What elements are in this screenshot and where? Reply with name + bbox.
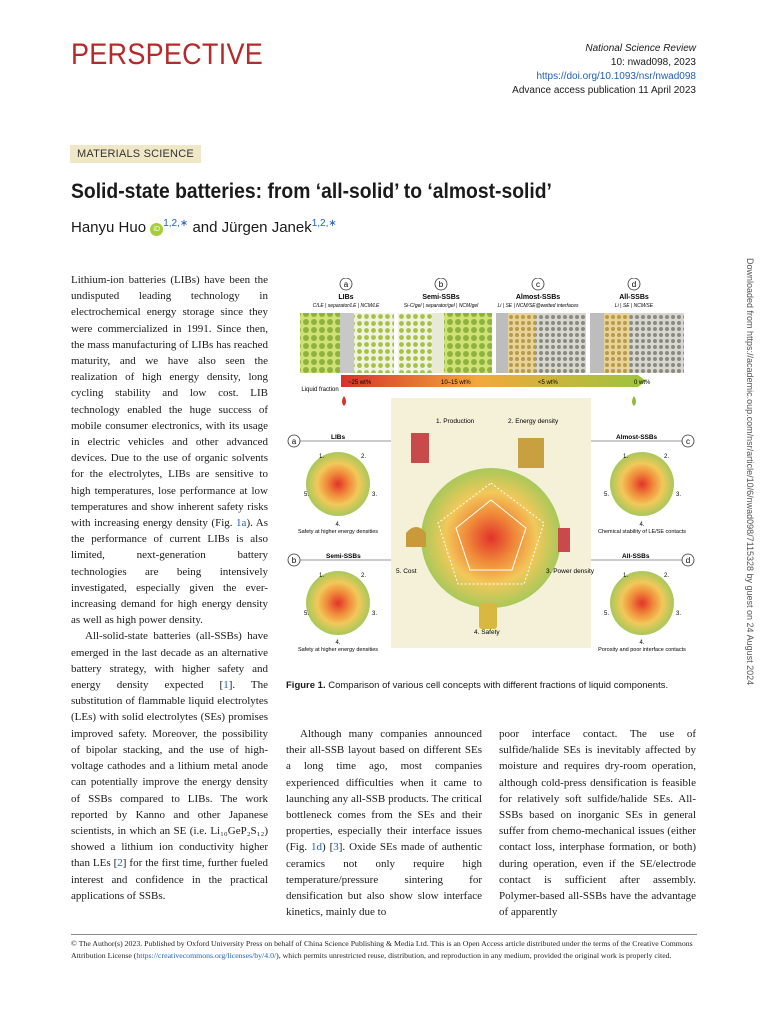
svg-text:5.: 5. [604,611,610,617]
factory-icon [411,433,429,463]
cell-name-d: All-SSBs [619,294,649,301]
doi-link[interactable]: https://doi.org/10.1093/nsr/nwad098 [536,71,696,82]
body-column-3 [499,726,696,920]
cell-headers [313,278,654,309]
fraction-c: <5 wt% [538,380,558,386]
author-2[interactable]: Jürgen Janek [221,219,312,236]
fraction-d: 0 wt% [634,380,651,386]
svg-text:Semi-SSBs: Semi-SSBs [326,553,361,560]
cell-letter-b: b [438,280,444,289]
svg-text:a: a [291,437,297,446]
svg-text:Almost-SSBs: Almost-SSBs [616,434,658,441]
svg-text:Safety at higher energy densit: Safety at higher energy densities [297,529,379,535]
journal-name: National Science Review [585,43,696,54]
svg-text:4.: 4. [639,522,645,528]
svg-text:Porosity and poor interface co: Porosity and poor interface contacts [598,647,686,653]
author-conjunction: and [188,219,222,236]
svg-text:Safety at higher energy densit: Safety at higher energy densities [297,647,379,653]
panel-libs [288,434,391,535]
svg-text:Chemical stability of LE/SE co: Chemical stability of LE/SE contacts [597,529,687,535]
svg-text:d: d [685,556,691,565]
figure-ref[interactable]: 1d [311,841,322,854]
author-1[interactable]: Hanyu Huo [71,219,147,236]
svg-text:2.: 2. [664,573,670,579]
center-label-5: 5. Cost [396,568,417,575]
cell-images [300,313,684,373]
battery-stack-icon [518,438,544,468]
svg-text:1.: 1. [623,573,629,579]
hourglass-icon [558,528,570,552]
svg-text:4.: 4. [335,522,341,528]
svg-text:4.: 4. [335,640,341,646]
svg-text:2.: 2. [361,454,367,460]
cell-letter-d: d [631,280,637,289]
citation-ref[interactable]: 2 [117,857,123,870]
body-column-2 [286,726,482,920]
citation-ref[interactable]: 1 [223,679,229,692]
panel-semi-ssbs [288,553,391,653]
svg-text:2.: 2. [664,454,670,460]
center-label-4: 4. Safety [474,629,500,636]
paragraph: Although many companies announced their all-SSB layout based on different SEs a long time ago, most companies experienced difficulties when it came to launching any all-SSB products. The critical bottleneck comes from the SEs and their properties, especially their interface issues (Fig. 1d) [3]. Oxide SEs made of authentic ceramics not only require high temperature/pressure sintering for densification but also show slow interface kinetics, mainly due to [286,728,483,919]
center-radar [421,468,561,608]
body-column-1 [71,272,268,904]
footer-divider [71,934,697,935]
download-note: Downloaded from https://academic.oup.com/nsr/article/10/6/nwad098/7115328 by guest on 24 August 2024 [745,258,755,686]
caption-text: Comparison of various cell concepts with different fractions of liquid components. [325,680,669,691]
advance-access: Advance access publication 11 April 2023 [512,85,696,96]
fraction-b: 10–15 wt% [441,380,471,386]
svg-text:c: c [686,437,690,446]
liquid-fraction-label: Liquid fraction [301,387,339,393]
center-label-1: 1. Production [436,418,475,425]
citation-ref[interactable]: 3 [333,841,339,854]
author-line [71,218,337,236]
svg-text:5.: 5. [604,492,610,498]
journal-meta [512,42,696,98]
author-1-affiliation[interactable]: 1,2,∗ [163,218,189,229]
figure-caption [286,680,696,691]
panel-all-ssbs [591,553,694,653]
paragraph: Lithium-ion batteries (LIBs) have been the undisputed leading technology in electrochemical energy storage since they were commercialized in 1991. Since then, the mass manufacturing of LIBs has reached maturity, and we have also seen the realization of high energy density, long cycling stability and low cost. LIB technology enabled the huge success of mobile consumer electronics, with its usage in electric vehicles and other advanced devices. Due to the use of organic solvents for the electrolytes, LIBs are sensitive to high temperatures, lose performance at low temperatures and show inherent safety risks with increasing energy density (Fig. 1a). As the performance of current LIBs is also limited, next-generation battery technologies are being intensively investigated, especially given the ever-increasing demand for high energy density as well as high power density. [71,274,269,627]
svg-text:LIBs: LIBs [331,434,346,441]
article-type-kicker: PERSPECTIVE [71,38,264,71]
figure-1 [286,278,696,673]
center-label-2: 2. Energy density [508,418,559,425]
svg-text:1.: 1. [319,573,325,579]
cell-name-a: LIBs [338,294,354,301]
license-link[interactable]: https://creativecommons.org/licenses/by/4.0/ [136,950,277,960]
article-title: Solid-state batteries: from ‘all-solid’ to ‘almost-solid’ [71,180,552,203]
volume-info: 10: nwad098, 2023 [610,57,696,68]
cell-sub-b: Si-C/gel | separator/gel | NCM/gel [403,303,479,309]
svg-text:1.: 1. [319,454,325,460]
svg-text:2.: 2. [361,573,367,579]
center-label-3: 3. Power density [546,568,595,575]
paragraph: All-solid-state batteries (all-SSBs) have emerged in the last decade as an alternative battery strategy, with higher safety and energy density expected [1]. The substitution of flammable liquid electrolytes (LEs) with solid electrolytes (SEs) promises improved safety. Moreover, the possibility of bipolar stacking, and the use of high-voltage cathodes and a lithium metal anode can potentially improve the energy density of SSBs compared to LIBs. The work reported by Kanno and other Japanese scientists, in which an SE (i.e. Li₁₀GeP₂S₁₂) showed a lithium ion conductivity higher than LEs [2] for the first time, further fueled interest and confidence in the practical applications of SSBs. [71,630,268,902]
flame-icon [342,396,346,406]
orcid-icon[interactable]: iD [150,223,163,236]
svg-text:5.: 5. [304,611,310,617]
cell-sub-c: Li | SE | NCM/SE@wetted interfaces [497,303,579,309]
paragraph: poor interface contact. The use of sulfide/halide SEs is inevitably affected by moisture and requires dry-room operation, although cold-press densification is feasible for relatively soft sulfide/halide SEs. All-SSBs based on inorganic SEs in general suffer from chemo-mechanical issues (either contact loss, interphase formation, or both) during operation, even if the SE/electrode contact is sufficient after assembly. Polymer-based all-SSBs have the advantage of apparently [499,728,696,919]
battery-icon [479,603,497,629]
svg-text:3.: 3. [676,611,682,617]
fraction-a: ~25 wt% [348,380,372,386]
license-note: © The Author(s) 2023. Published by Oxford University Press on behalf of China Science Publishing & Media Ltd. This is an Open Access article distributed under the terms of the Creative Commons Attribution License (https://creativecommons.org/licenses/by/4.0/), which permits unrestricted reuse, distribution, and reproduction in any medium, provided the original work is properly cited. [71,939,693,960]
svg-text:3.: 3. [676,492,682,498]
cell-letter-a: a [343,280,349,289]
leaf-icon [632,396,636,406]
svg-text:5.: 5. [304,492,310,498]
cell-letter-c: c [536,280,540,289]
section-tag[interactable]: MATERIALS SCIENCE [70,145,201,163]
money-bag-icon [406,527,426,547]
cell-sub-a: C/LE | separator/LE | NCM/LE [312,303,380,309]
cell-sub-d: Li | SE | NCM/SE [614,303,654,309]
caption-label: Figure 1. [286,680,326,691]
svg-text:4.: 4. [639,640,645,646]
svg-text:1.: 1. [623,454,629,460]
svg-text:3.: 3. [372,611,378,617]
panel-almost-ssbs [591,434,694,535]
svg-text:3.: 3. [372,492,378,498]
svg-text:b: b [291,556,297,565]
figure-ref[interactable]: 1a [236,517,247,530]
author-2-affiliation[interactable]: 1,2,∗ [311,218,337,229]
cell-name-b: Semi-SSBs [422,294,460,301]
cell-name-c: Almost-SSBs [515,294,561,301]
svg-text:All-SSBs: All-SSBs [622,553,650,560]
